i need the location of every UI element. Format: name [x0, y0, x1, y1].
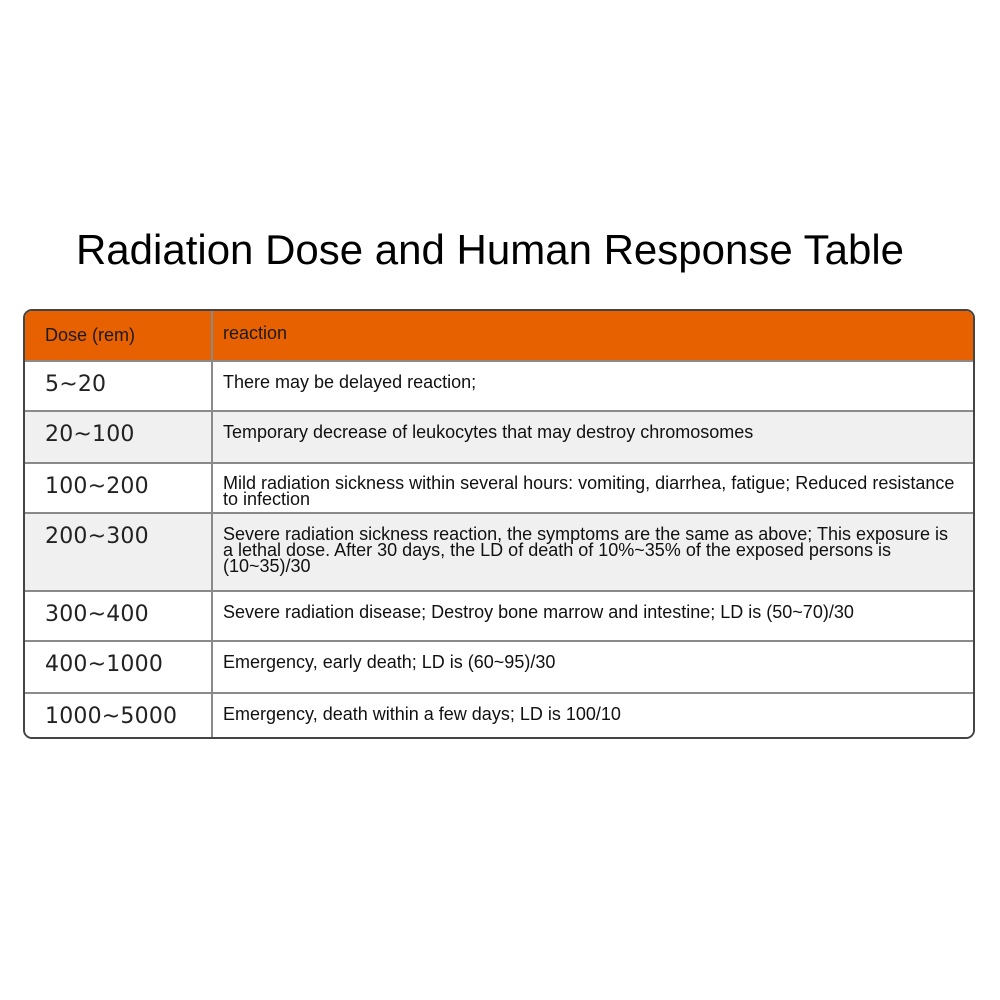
table-row	[25, 591, 973, 641]
table-header-row	[25, 311, 973, 361]
column-header-dose: Dose (rem)	[25, 311, 212, 361]
dose-cell: 100~200	[25, 463, 212, 513]
dose-cell: 1000~5000	[25, 693, 212, 739]
reaction-cell: There may be delayed reaction;	[212, 361, 973, 411]
table-row	[25, 513, 973, 591]
reaction-cell: Mild radiation sickness within several hours: vomiting, diarrhea, fatigue; Reduced resistance to infection	[212, 463, 973, 513]
reaction-cell: Severe radiation sickness reaction, the symptoms are the same as above; This exposure is a lethal dose. After 30 days, the LD of death of 10%~35% of the exposed persons is (10~35)/30	[212, 513, 973, 591]
table-row	[25, 463, 973, 513]
reaction-cell: Emergency, death within a few days; LD is 100/10	[212, 693, 973, 739]
dose-cell: 300~400	[25, 591, 212, 641]
dose-cell: 20~100	[25, 411, 212, 463]
table-row	[25, 411, 973, 463]
dose-cell: 200~300	[25, 513, 212, 591]
reaction-cell: Temporary decrease of leukocytes that may destroy chromosomes	[212, 411, 973, 463]
reaction-cell: Emergency, early death; LD is (60~95)/30	[212, 641, 973, 693]
page-title: Radiation Dose and Human Response Table	[75, 226, 905, 273]
table-row	[25, 693, 973, 739]
table-row	[25, 641, 973, 693]
column-header-reaction: reaction	[212, 311, 973, 361]
dose-response-table	[23, 309, 975, 739]
reaction-cell: Severe radiation disease; Destroy bone marrow and intestine; LD is (50~70)/30	[212, 591, 973, 641]
table-row	[25, 361, 973, 411]
dose-cell: 5~20	[25, 361, 212, 411]
dose-cell: 400~1000	[25, 641, 212, 693]
